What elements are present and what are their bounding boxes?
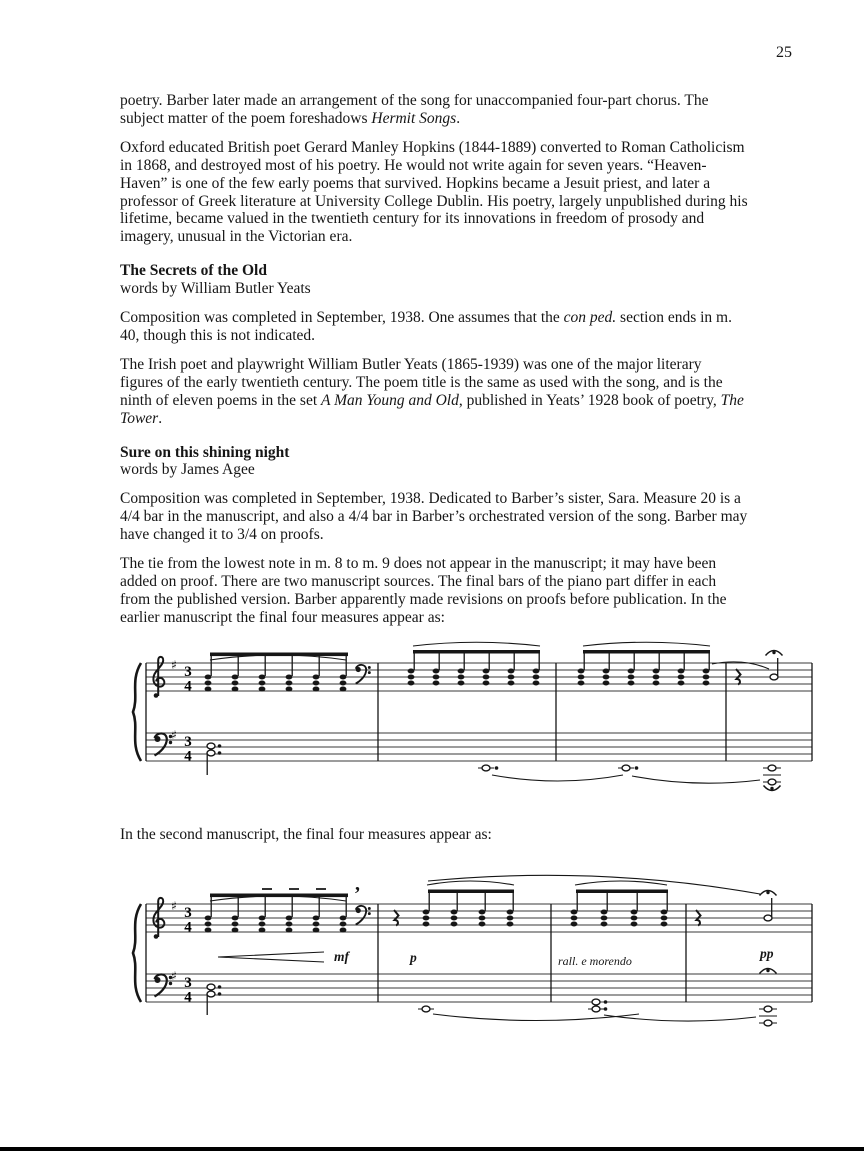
paragraph-yeats-bio [120, 356, 748, 428]
staff-lines [146, 663, 812, 761]
dynamic-pp: pp [760, 945, 774, 961]
half-note [764, 915, 772, 921]
fermata-icon [760, 968, 777, 973]
beam [413, 650, 540, 654]
expression-rall-e-morendo: rall. e morendo [558, 953, 632, 968]
key-signature-sharp-icon: ♯ [171, 898, 177, 913]
music-notation-excerpt-2 [126, 864, 816, 1036]
text-run: poetry. Barber later made an arrangement of the song for unaccompanied four-part chorus. The subject matter of the poem foreshadows [120, 92, 709, 127]
note-stems [584, 651, 709, 670]
paragraph-hermit-songs [120, 92, 748, 128]
page-content [120, 92, 774, 1036]
byline-agee: words by James Agee [120, 461, 255, 479]
crescendo-hairpin [218, 952, 324, 962]
dynamic-mf: mf [334, 948, 349, 964]
text-run: . [456, 109, 461, 127]
italic-title: A Man Young and Old [321, 391, 459, 409]
slur [413, 642, 540, 646]
beam [210, 652, 348, 656]
beam [576, 889, 668, 893]
fermata-below-icon [764, 785, 781, 790]
dynamic-p: p [410, 949, 417, 965]
brace [133, 663, 141, 761]
section-title-secrets-of-the-old: The Secrets of the Old [120, 262, 267, 280]
paragraph-dedication: Composition was completed in September, 1938. Dedicated to Barber’s sister, Sara. Measure 20 is a 4/4 bar in the manuscript, and also a 4/4 bar in Barber’s orchestrated version of the song. Barber may have changed it to 3/4 on proofs. [120, 490, 748, 544]
dotted-half-chord [207, 743, 215, 749]
music-excerpt-2 [126, 864, 816, 1036]
bass-clef-change-icon [356, 905, 371, 924]
tie [492, 775, 623, 781]
time-signature-denominator: 4 [184, 748, 192, 765]
dotted-chord [592, 999, 600, 1005]
key-signature-sharp-icon: ♯ [171, 657, 177, 672]
lower-staff-music [207, 743, 781, 790]
paragraph-second-manuscript: In the second manuscript, the final four measures appear as: [120, 825, 492, 843]
barlines [146, 663, 812, 761]
music-excerpt-1 [126, 638, 816, 796]
page-number: 25 [776, 44, 792, 61]
fermata-icon [760, 890, 777, 895]
time-signature-denominator: 4 [184, 678, 192, 695]
bass-clef-icon [155, 974, 173, 996]
half-note-low [422, 1006, 430, 1012]
slur [427, 881, 514, 885]
italic-term: con ped. [563, 309, 617, 327]
tie [433, 1014, 639, 1021]
dotted-half-note [622, 765, 630, 771]
lower-staff-music [207, 946, 777, 1026]
text-run: The Irish poet and playwright William Butler Yeats (1865-1939) was one of the major literary figures of the early twentieth century. The poem title is the same as used with the song, and is the ninth of eleven poems in the set [120, 355, 723, 409]
final-chord [768, 765, 776, 771]
time-signature-denominator: 4 [184, 989, 192, 1006]
note-stems [414, 651, 539, 670]
beam [428, 889, 514, 893]
bass-clef-icon [155, 733, 173, 755]
paragraph-hopkins: Oxford educated British poet Gerard Manley Hopkins (1844-1889) converted to Roman Catholicism in 1868, and destroyed most of his poetry. He would not write again for seven years. “Heaven-Haven” is one of the few early poems that survived. Hopkins became a Jesuit priest, and later a professor of Greek literature at University College Dublin. His poetry, largely unpublished during his lifetime, became valued in the twentieth century for its innovations in freedom of prosody and imagery, unusual in the Victorian era. [120, 138, 748, 246]
paragraph-composition-1938 [120, 309, 748, 345]
slur [583, 642, 710, 646]
key-signature-sharp-icon: ♯ [171, 968, 177, 983]
byline-yeats: words by William Butler Yeats [120, 280, 311, 298]
beam [583, 650, 710, 654]
tie [632, 776, 760, 783]
slur [575, 881, 667, 885]
paragraph-manuscripts: The tie from the lowest note in m. 8 to m. 9 does not appear in the manuscript; it may have been added on proof. There are two manuscript sources. The final bars of the piano part differ in each from the published version. Barber apparently made revisions on proofs before publication. In the earlier manuscript the final four measures appear as: [120, 555, 727, 626]
italic-title: Hermit Songs [371, 109, 457, 127]
section-title-sure-on-this-shining-night: Sure on this shining night [120, 443, 290, 461]
text-run: , published in Yeats’ 1928 book of poetry, [458, 391, 721, 409]
bass-clef-change-icon [356, 665, 371, 684]
dotted-half-chord [207, 984, 215, 990]
key-signature-sharp-icon: ♯ [171, 727, 177, 742]
time-signature-denominator: 4 [184, 919, 192, 936]
dotted-half-note [482, 765, 490, 771]
fermata-icon [766, 650, 783, 655]
time-signature-numerator: 3 [184, 663, 192, 680]
breath-mark-icon: ’ [354, 882, 361, 905]
text-run: . [158, 409, 163, 427]
time-signature-numerator: 3 [184, 733, 192, 750]
beam [210, 893, 348, 897]
text-run: Composition was completed in September, 1938. One assumes that the [120, 309, 564, 327]
note-stems [577, 891, 667, 911]
time-signature-numerator: 3 [184, 904, 192, 921]
italic-title: The Tower [120, 391, 744, 427]
final-chord [764, 1006, 772, 1012]
brace [133, 904, 141, 1002]
half-note [770, 674, 778, 680]
text-run: section ends in m. 40, though this is not indicated. [120, 309, 732, 344]
note-stems [429, 891, 513, 911]
upper-staff-music [205, 875, 777, 968]
music-notation-excerpt-1 [126, 638, 816, 796]
scan-edge [0, 1147, 864, 1151]
time-signature-numerator: 3 [184, 974, 192, 991]
